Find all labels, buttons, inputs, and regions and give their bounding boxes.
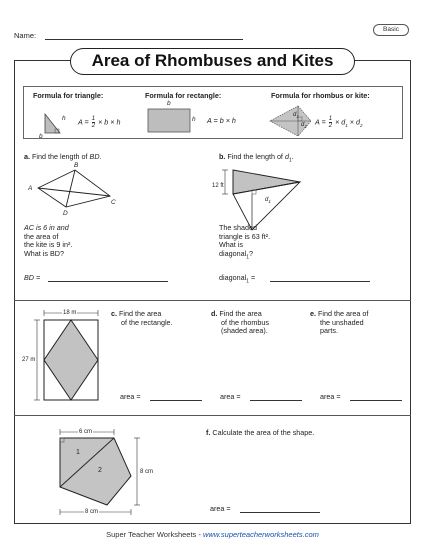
problem-c-answer: area = xyxy=(120,392,141,401)
triangle-icon xyxy=(45,114,60,133)
page-title: Area of Rhombuses and Kites xyxy=(70,48,355,75)
rectangle-height-label: h xyxy=(192,116,196,123)
problem-f-answer-line[interactable] xyxy=(240,512,320,513)
shape-top-label: 6 cm xyxy=(79,429,93,435)
problem-c-answer-line[interactable] xyxy=(150,400,202,401)
vertex-b-label: B xyxy=(74,162,79,169)
footer-link[interactable]: www.superteacherworksheets.com xyxy=(202,530,319,539)
rectangle-formula-label: Formula for rectangle: xyxy=(145,91,222,100)
triangle-height-label: h xyxy=(62,115,66,122)
rect-height-label: 27 m xyxy=(22,357,36,363)
kite-formula: A = $\frac{1}{2}$ × $d_1 \times d_2$ xyxy=(315,116,363,129)
problem-c-text: c. Find the area of the rectangle. xyxy=(111,309,173,327)
footer: Super Teacher Worksheets - www.superteacherworksheets.com xyxy=(106,530,319,539)
rectangle-base-label: b xyxy=(167,100,171,107)
problem-f-answer: area = xyxy=(210,504,231,513)
triangle-base-label: b xyxy=(39,133,43,140)
part-2-label: 2 xyxy=(98,467,102,474)
kite-abcd xyxy=(38,170,110,207)
problem-a-text: AC is 6 in and the area of the kite is 9 in². What is BD? xyxy=(24,223,73,258)
problem-b-text: The shaded triangle is 63 ft². What is diagonal$_1$? xyxy=(219,223,271,261)
kite-dim-label: 12 ft xyxy=(212,183,224,189)
problem-d-answer-line[interactable] xyxy=(250,400,302,401)
problem-b-prompt: b. Find the length of $d_1$. xyxy=(219,152,294,164)
problem-d-answer: area = xyxy=(220,392,241,401)
problem-a-answer: BD = xyxy=(24,273,41,282)
problem-e-text: e. Find the area of the unshaded parts. xyxy=(310,309,369,336)
problem-e-answer-line[interactable] xyxy=(350,400,402,401)
kite-d1-label: $d_1$ xyxy=(293,112,299,120)
kite-shaded xyxy=(222,170,300,230)
vertex-d-label: D xyxy=(63,210,68,217)
triangle-formula: A = $\frac{1}{2}$ × b × h xyxy=(78,116,121,129)
vertex-a-label: A xyxy=(28,185,33,192)
level-badge: Basic xyxy=(373,24,409,36)
rect-rhombus-figure xyxy=(34,310,98,400)
kite-d2-label: $d_2$ xyxy=(301,122,307,130)
part-1-label: 1 xyxy=(76,449,80,456)
kite-diagonal-label: $d_1$ xyxy=(265,197,271,205)
rect-width-label: 18 m xyxy=(63,310,77,316)
problem-b-answer: diagonal$_1$ = xyxy=(219,273,256,285)
problem-d-text: d. Find the area of the rhombus (shaded area). xyxy=(211,309,269,336)
problem-b-answer-line[interactable] xyxy=(270,281,370,282)
vertex-c-label: C xyxy=(111,199,116,206)
problem-a-prompt: a. Find the length of BD. xyxy=(24,152,102,161)
problem-f-prompt: f. Calculate the area of the shape. xyxy=(206,428,315,437)
shape-bottom-label: 8 cm xyxy=(85,509,99,515)
triangle-formula-label: Formula for triangle: xyxy=(33,91,104,100)
rectangle-formula: A = b × h xyxy=(207,116,236,125)
rectangle-icon xyxy=(148,109,190,132)
kite-formula-label: Formula for rhombus or kite: xyxy=(271,91,370,100)
problem-e-answer: area = xyxy=(320,392,341,401)
shape-side-label: 8 cm xyxy=(140,469,154,475)
name-label: Name: xyxy=(14,31,37,40)
problem-a-answer-line[interactable] xyxy=(48,281,168,282)
